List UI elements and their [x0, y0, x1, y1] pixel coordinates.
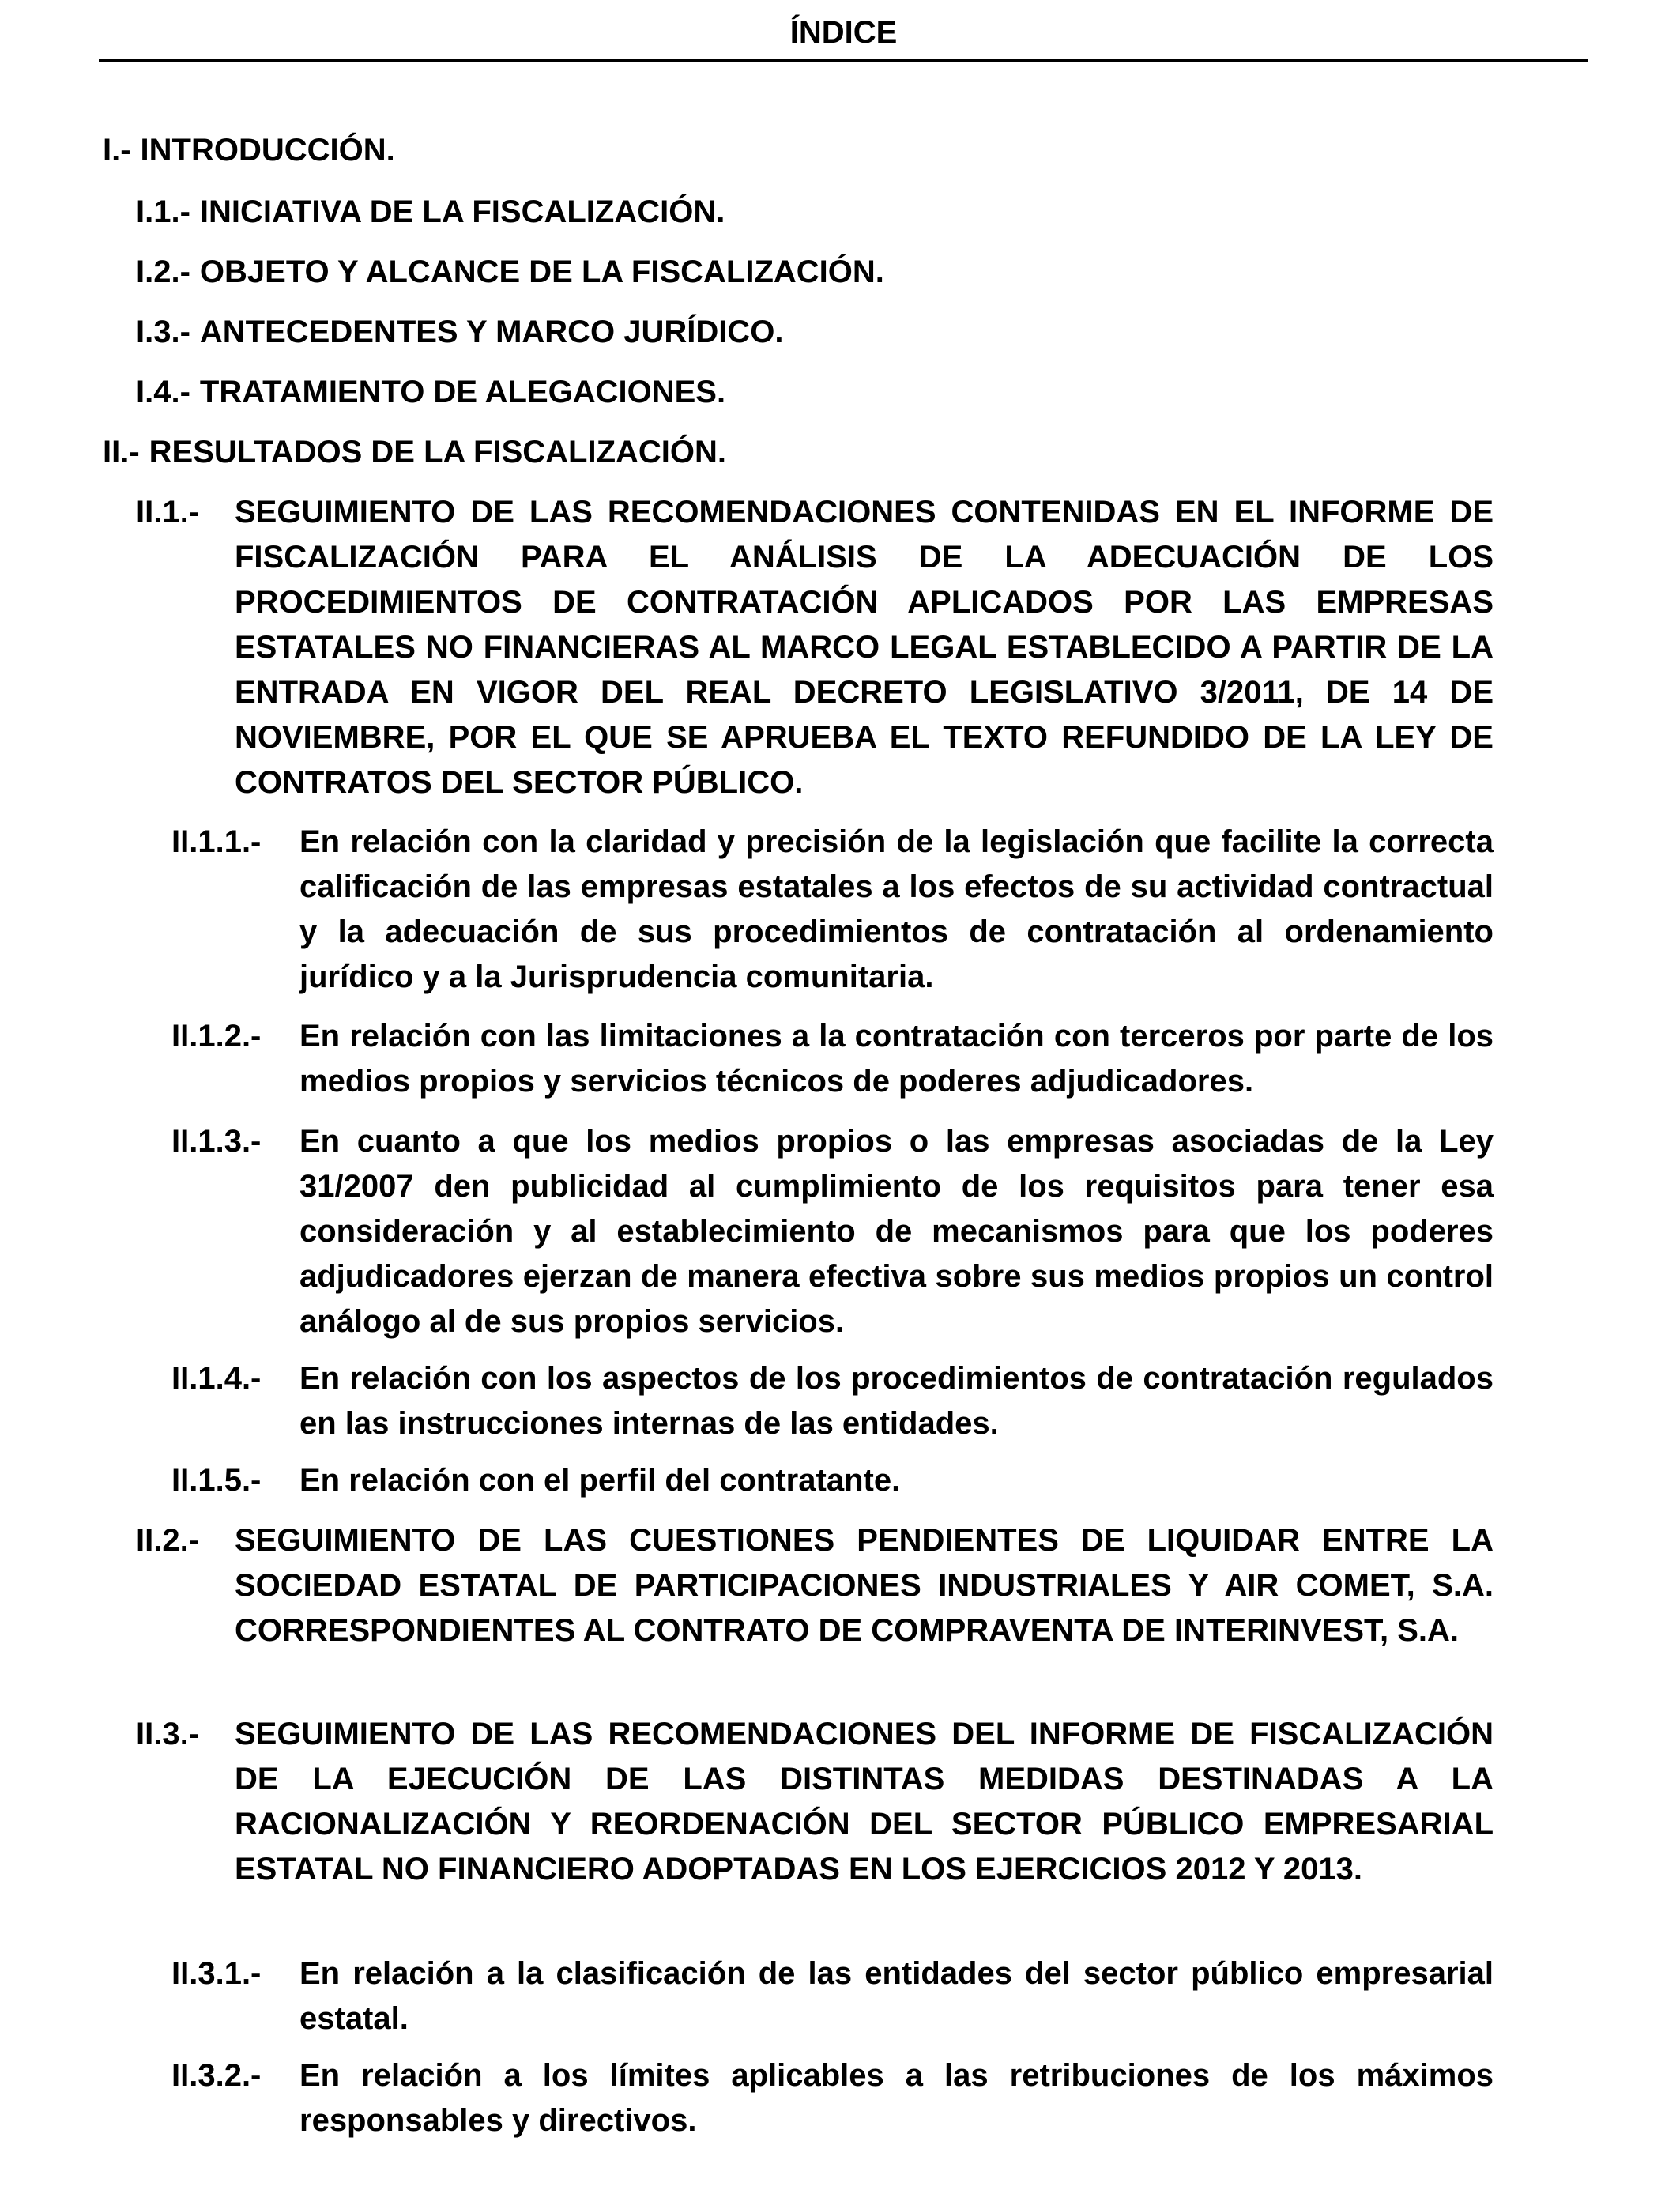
toc-entry-ii13[interactable] — [171, 1119, 1494, 1344]
toc-entry-ii11[interactable] — [171, 820, 1494, 1000]
toc-entry-number: I.- — [103, 133, 131, 168]
toc-entry-ii15[interactable] — [171, 1458, 1494, 1503]
toc-entry-ii3[interactable] — [136, 1712, 1494, 1892]
toc-entry-ii12[interactable] — [171, 1014, 1494, 1104]
toc-entry-i1[interactable] — [136, 190, 1494, 235]
toc-entry-number: II.3.- — [136, 1717, 200, 1751]
toc-entry-number: I.4.- — [136, 375, 190, 409]
toc-entry-text: ANTECEDENTES Y MARCO JURÍDICO. — [199, 315, 784, 349]
toc-entry-number: II.1.- — [136, 495, 200, 530]
toc-entry-number: I.3.- — [136, 315, 190, 349]
toc-entry-number: I.2.- — [136, 254, 190, 289]
toc-entry-text: OBJETO Y ALCANCE DE LA FISCALIZACIÓN. — [199, 254, 884, 289]
toc-entry-number: II.1.1.- — [171, 824, 262, 859]
toc-entry-text: SEGUIMIENTO DE LAS RECOMENDACIONES DEL INFORME DE FISCALIZACIÓN DE LA EJECUCIÓN DE LAS DISTINTAS MEDIDAS DESTINADAS A LA RACIONALIZACIÓN Y REORDENACIÓN DEL SECTOR PÚBLICO EMPRESARIAL ESTATAL NO FINANCIERO ADOPTADAS EN LOS EJERCICIOS 2012 Y 2013. — [235, 1717, 1494, 1887]
toc-entry-i3[interactable] — [136, 310, 1494, 355]
toc-entry-number: II.1.5.- — [171, 1463, 262, 1498]
toc-entry-text: En cuanto a que los medios propios o las empresas asociadas de la Ley 31/2007 den publicidad al cumplimiento de los requisitos para tener esa consideración y al establecimiento de mecanismos para que los poderes adjudicadores ejerzan de manera efectiva sobre sus medios propios un control análogo al de sus propios servicios. — [299, 1124, 1494, 1339]
toc-entry-number: II.1.3.- — [171, 1124, 262, 1159]
toc-entry-number: II.1.4.- — [171, 1361, 262, 1396]
toc-entry-i[interactable] — [103, 128, 1588, 173]
toc-entry-text: En relación con los aspectos de los procedimientos de contratación regulados en las instrucciones internas de las entidades. — [299, 1361, 1494, 1441]
toc-entry-text: En relación con la claridad y precisión de la legislación que facilite la correcta calificación de las empresas estatales a los efectos de su actividad contractual y la adecuación de sus procedimientos de contratación al ordenamiento jurídico y a la Jurisprudencia comunitaria. — [299, 824, 1494, 994]
toc-entry-text: En relación con las limitaciones a la contratación con terceros por parte de los medios propios y servicios técnicos de poderes adjudicadores. — [299, 1019, 1494, 1099]
toc-entry-text: En relación con el perfil del contratante. — [299, 1463, 901, 1498]
toc-entry-ii31[interactable] — [171, 1951, 1494, 2041]
page-title: ÍNDICE — [789, 15, 898, 50]
toc-entry-text: INICIATIVA DE LA FISCALIZACIÓN. — [199, 194, 725, 229]
toc-entry-ii2[interactable] — [136, 1518, 1494, 1653]
toc-entry-ii1[interactable] — [136, 490, 1494, 805]
toc-entry-number: II.3.1.- — [171, 1956, 262, 1991]
toc-entry-i4[interactable] — [136, 370, 1494, 415]
toc-entry-number: II.- — [103, 435, 140, 469]
toc-entry-ii14[interactable] — [171, 1356, 1494, 1446]
toc-entry-ii32[interactable] — [171, 2053, 1494, 2143]
toc-entry-text: RESULTADOS DE LA FISCALIZACIÓN. — [149, 435, 727, 469]
toc-entry-text: En relación a la clasificación de las entidades del sector público empresarial estatal. — [299, 1956, 1494, 2036]
toc-entry-number: I.1.- — [136, 194, 190, 229]
toc-entry-text: SEGUIMIENTO DE LAS RECOMENDACIONES CONTENIDAS EN EL INFORME DE FISCALIZACIÓN PARA EL ANÁLISIS DE LA ADECUACIÓN DE LOS PROCEDIMIENTOS DE CONTRATACIÓN APLICADOS POR LAS EMPRESAS ESTATALES NO FINANCIERAS AL MARCO LEGAL ESTABLECIDO A PARTIR DE LA ENTRADA EN VIGOR DEL REAL DECRETO LEGISLATIVO 3/2011, DE 14 DE NOVIEMBRE, POR EL QUE SE APRUEBA EL TEXTO REFUNDIDO DE LA LEY DE CONTRATOS DEL SECTOR PÚBLICO. — [235, 495, 1494, 800]
toc-entry-number: II.1.2.- — [171, 1019, 262, 1054]
toc-entry-text: TRATAMIENTO DE ALEGACIONES. — [199, 375, 726, 409]
toc-entry-text: INTRODUCCIÓN. — [140, 133, 395, 168]
toc-entry-ii[interactable] — [103, 430, 1588, 475]
toc-entry-text: SEGUIMIENTO DE LAS CUESTIONES PENDIENTES DE LIQUIDAR ENTRE LA SOCIEDAD ESTATAL DE PARTICIPACIONES INDUSTRIALES Y AIR COMET, S.A. CORRESPONDIENTES AL CONTRATO DE COMPRAVENTA DE INTERINVEST, S.A. — [235, 1523, 1494, 1648]
toc-entry-number: II.2.- — [136, 1523, 200, 1558]
toc-entry-number: II.3.2.- — [171, 2058, 262, 2093]
toc-entry-text: En relación a los límites aplicables a las retribuciones de los máximos responsables y directivos. — [299, 2058, 1494, 2138]
toc-entry-i2[interactable] — [136, 250, 1494, 295]
